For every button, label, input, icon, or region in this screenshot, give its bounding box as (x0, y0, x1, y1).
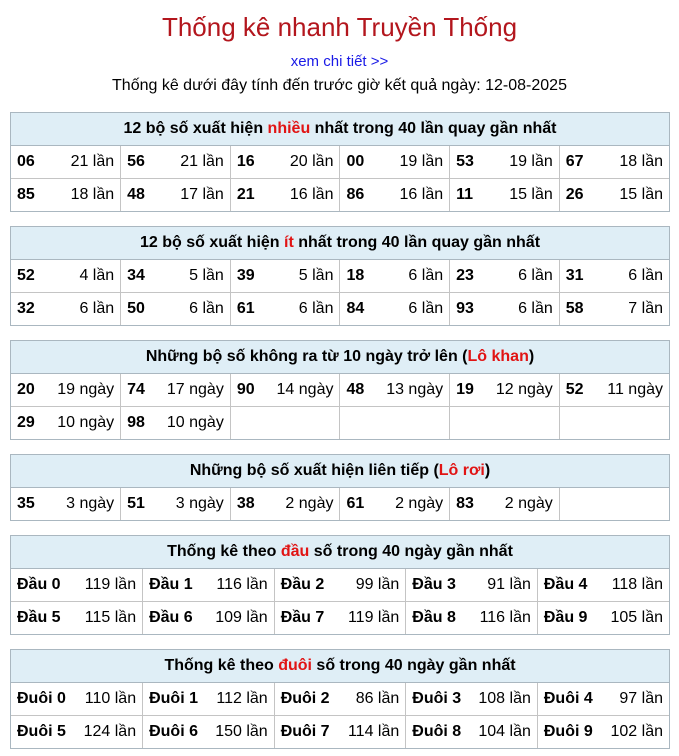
count-value: 13 ngày (386, 381, 444, 398)
count-value: 7 lần (628, 300, 663, 317)
count-value: 3 ngày (66, 495, 115, 512)
stat-cell (11, 293, 121, 326)
most-frequent-box (10, 112, 670, 212)
stat-cell (340, 374, 450, 407)
stat-cell (340, 179, 450, 212)
number-label: 20 (17, 381, 35, 398)
number-label: 06 (17, 153, 35, 170)
section-heading: 12 bộ số xuất hiện nhiều nhất trong 40 lần quay gần nhất (11, 113, 669, 146)
group-label: Đuôi 4 (543, 690, 593, 707)
section-heading: Những bộ số không ra từ 10 ngày trở lên (Lô khan) (11, 341, 669, 374)
stat-cell (230, 146, 340, 179)
group-label: Đầu 6 (149, 609, 193, 626)
count-value: 119 lần (347, 609, 400, 626)
count-value: 12 ngày (495, 381, 553, 398)
group-label: Đầu 3 (412, 576, 456, 593)
count-value: 91 lần (487, 576, 531, 593)
table-row (11, 488, 669, 520)
count-value: 20 lần (289, 153, 334, 170)
stat-cell (121, 260, 231, 293)
count-value: 118 lần (611, 576, 663, 593)
count-value: 3 ngày (175, 495, 224, 512)
stat-cell (274, 683, 406, 716)
number-label: 90 (236, 381, 255, 398)
count-value: 19 ngày (57, 381, 115, 398)
count-value: 6 lần (518, 300, 553, 317)
stat-cell (11, 602, 143, 635)
stat-cell (559, 374, 669, 407)
number-label: 48 (127, 186, 145, 203)
stat-cell (537, 602, 669, 635)
lo-khan-box (10, 340, 670, 440)
count-value: 6 lần (189, 300, 224, 317)
section-heading: 12 bộ số xuất hiện ít nhất trong 40 lần quay gần nhất (11, 227, 669, 260)
number-label: 23 (456, 267, 474, 284)
count-value: 21 lần (70, 153, 115, 170)
stat-cell (121, 374, 231, 407)
table-row (11, 716, 669, 749)
number-label: 53 (456, 153, 474, 170)
section-heading: Những bộ số xuất hiện liên tiếp (Lô rơi) (11, 455, 669, 488)
count-value: 102 lần (610, 723, 663, 740)
count-value: 112 lần (216, 690, 268, 707)
count-value: 116 lần (216, 576, 268, 593)
stat-cell (559, 293, 669, 326)
stat-cell (450, 374, 560, 407)
group-label: Đầu 9 (543, 609, 588, 626)
stat-cell (406, 569, 538, 602)
stat-cell (11, 407, 121, 440)
section-heading: Thống kê theo đầu số trong 40 ngày gần nhất (11, 536, 669, 569)
group-label: Đuôi 8 (412, 723, 462, 740)
stat-cell (143, 569, 275, 602)
table-row (11, 374, 669, 407)
group-label: Đuôi 9 (543, 723, 593, 740)
stat-cell (559, 260, 669, 293)
number-label: 16 (236, 153, 255, 170)
table-row (11, 683, 669, 716)
number-label: 50 (127, 300, 145, 317)
stat-cell (11, 569, 143, 602)
stat-cell (230, 260, 340, 293)
stat-cell (559, 146, 669, 179)
number-label: 61 (236, 300, 255, 317)
count-value: 16 lần (289, 186, 334, 203)
count-value: 21 lần (180, 153, 224, 170)
count-value: 116 lần (479, 609, 531, 626)
count-value: 115 lần (84, 609, 137, 626)
dau-stats-table (11, 569, 669, 634)
lo-khan-table (11, 374, 669, 439)
stat-cell (230, 488, 340, 520)
lo-roi-table (11, 488, 669, 520)
number-label: 32 (17, 300, 35, 317)
number-label: 11 (456, 186, 474, 203)
number-label: 74 (127, 381, 145, 398)
count-value: 5 lần (189, 267, 224, 284)
group-label: Đuôi 0 (17, 690, 66, 707)
count-value: 114 lần (347, 723, 400, 740)
stat-cell (450, 407, 560, 440)
count-value: 10 ngày (166, 414, 224, 431)
number-label: 39 (236, 267, 255, 284)
stat-cell (340, 407, 450, 440)
number-label: 61 (346, 495, 365, 512)
count-value: 6 lần (79, 300, 115, 317)
stat-cell (230, 179, 340, 212)
count-value: 15 lần (509, 186, 553, 203)
page-title: Thống kê nhanh Truyền Thống (161, 12, 518, 42)
table-row (11, 569, 669, 602)
lo-roi-box (10, 454, 670, 521)
group-label: Đầu 8 (412, 609, 456, 626)
stat-cell (230, 374, 340, 407)
stat-cell (143, 602, 275, 635)
count-value: 15 lần (619, 186, 663, 203)
number-label: 67 (565, 153, 584, 170)
group-label: Đầu 7 (280, 609, 325, 626)
number-label: 26 (565, 186, 584, 203)
stat-cell (340, 488, 450, 520)
group-label: Đầu 2 (280, 576, 325, 593)
stat-cell (11, 488, 121, 520)
stat-cell (406, 716, 538, 749)
number-label: 21 (236, 186, 255, 203)
detail-link[interactable]: xem chi tiết >> (290, 53, 389, 70)
stat-cell (11, 146, 121, 179)
stat-cell (230, 293, 340, 326)
stat-cell (450, 179, 560, 212)
count-value: 19 lần (399, 153, 444, 170)
number-label: 18 (346, 267, 365, 284)
stat-cell (537, 716, 669, 749)
stat-cell (559, 407, 669, 440)
stat-cell (11, 683, 143, 716)
table-row (11, 260, 669, 293)
number-label: 52 (565, 381, 584, 398)
count-value: 97 lần (619, 690, 663, 707)
number-label: 86 (346, 186, 365, 203)
stat-cell (537, 683, 669, 716)
count-value: 99 lần (355, 576, 400, 593)
number-label: 48 (346, 381, 365, 398)
stat-cell (537, 569, 669, 602)
stat-cell (121, 146, 231, 179)
count-value: 5 lần (298, 267, 334, 284)
stat-cell (340, 293, 450, 326)
number-label: 52 (17, 267, 35, 284)
stat-cell (450, 260, 560, 293)
table-row (11, 146, 669, 179)
number-label: 84 (346, 300, 365, 317)
section-heading: Thống kê theo đuôi số trong 40 ngày gần nhất (11, 650, 669, 683)
count-value: 10 ngày (57, 414, 115, 431)
group-label: Đuôi 1 (149, 690, 198, 707)
count-value: 104 lần (478, 723, 531, 740)
stat-cell (450, 293, 560, 326)
table-row (11, 407, 669, 440)
duoi-stats-table (11, 683, 669, 748)
stat-cell (11, 716, 143, 749)
count-value: 105 lần (610, 609, 663, 626)
table-row (11, 602, 669, 635)
number-label: 19 (456, 381, 474, 398)
number-label: 31 (565, 267, 584, 284)
table-row (11, 293, 669, 326)
group-label: Đuôi 2 (280, 690, 330, 707)
count-value: 4 lần (79, 267, 115, 284)
count-value: 108 lần (478, 690, 531, 707)
stat-cell (559, 179, 669, 212)
count-value: 6 lần (408, 300, 444, 317)
stat-cell (559, 488, 669, 520)
stat-cell (11, 179, 121, 212)
count-value: 11 ngày (607, 381, 663, 398)
number-label: 83 (456, 495, 474, 512)
number-label: 93 (456, 300, 474, 317)
stat-cell (143, 716, 275, 749)
least-frequent-box (10, 226, 670, 326)
count-value: 18 lần (619, 153, 663, 170)
stat-cell (340, 146, 450, 179)
stat-cell (11, 374, 121, 407)
group-label: Đầu 4 (543, 576, 588, 593)
group-label: Đầu 0 (17, 576, 61, 593)
count-value: 2 ngày (395, 495, 444, 512)
number-label: 58 (565, 300, 584, 317)
stat-cell (121, 293, 231, 326)
group-label: Đuôi 6 (149, 723, 198, 740)
count-value: 19 lần (509, 153, 553, 170)
stat-cell (230, 407, 340, 440)
count-value: 6 lần (518, 267, 553, 284)
stat-cell (11, 260, 121, 293)
group-label: Đuôi 3 (412, 690, 462, 707)
number-label: 34 (127, 267, 145, 284)
count-value: 110 lần (84, 690, 137, 707)
number-label: 38 (236, 495, 255, 512)
number-label: 56 (127, 153, 145, 170)
number-label: 35 (17, 495, 35, 512)
stat-cell (274, 569, 406, 602)
stat-cell (121, 407, 231, 440)
count-value: 86 lần (355, 690, 400, 707)
group-label: Đuôi 5 (17, 723, 66, 740)
count-value: 109 lần (215, 609, 268, 626)
count-value: 6 lần (628, 267, 663, 284)
stat-cell (340, 260, 450, 293)
count-value: 14 ngày (276, 381, 334, 398)
duoi-stats-box (10, 649, 670, 749)
table-row (11, 179, 669, 212)
count-value: 18 lần (70, 186, 115, 203)
stat-cell (274, 716, 406, 749)
count-value: 17 lần (180, 186, 224, 203)
number-label: 29 (17, 414, 35, 431)
number-label: 85 (17, 186, 35, 203)
number-label: 51 (127, 495, 145, 512)
number-label: 98 (127, 414, 145, 431)
count-value: 17 ngày (166, 381, 224, 398)
group-label: Đầu 5 (17, 609, 61, 626)
group-label: Đuôi 7 (280, 723, 330, 740)
least-frequent-table (11, 260, 669, 325)
count-value: 6 lần (298, 300, 334, 317)
dau-stats-box (10, 535, 670, 635)
count-value: 6 lần (408, 267, 444, 284)
stat-cell (406, 602, 538, 635)
stat-cell (274, 602, 406, 635)
count-value: 119 lần (84, 576, 137, 593)
stat-cell (143, 683, 275, 716)
stat-cell (450, 146, 560, 179)
number-label: 00 (346, 153, 365, 170)
page-subtitle: Thống kê dưới đây tính đến trước giờ kết quả ngày: 12-08-2025 (112, 77, 567, 94)
most-frequent-table (11, 146, 669, 211)
stat-cell (121, 488, 231, 520)
count-value: 16 lần (399, 186, 444, 203)
stat-cell (450, 488, 560, 520)
stat-cell (406, 683, 538, 716)
count-value: 2 ngày (285, 495, 334, 512)
stat-cell (121, 179, 231, 212)
count-value: 150 lần (215, 723, 268, 740)
count-value: 124 lần (83, 723, 137, 740)
group-label: Đầu 1 (149, 576, 193, 593)
count-value: 2 ngày (504, 495, 553, 512)
